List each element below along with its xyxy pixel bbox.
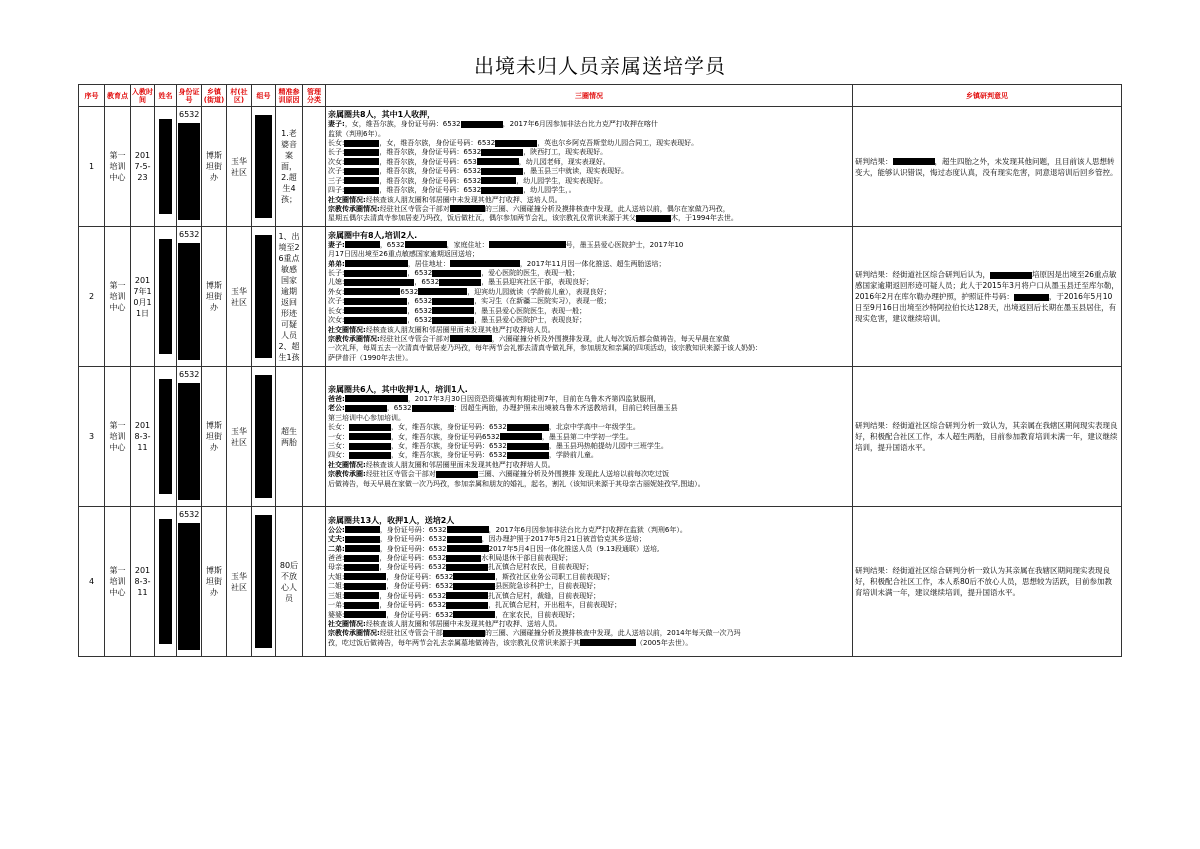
header-village: 村(社区) <box>227 85 252 107</box>
redaction-block <box>450 335 492 342</box>
header-opinion: 乡镇研判意见 <box>853 85 1122 107</box>
cell-township: 博斯坦街办 <box>202 107 227 227</box>
redaction-block <box>345 536 380 543</box>
redaction-block <box>446 564 488 571</box>
sanquan-line: 妻子:，女，维吾尔族，身份证号码：6532 ，2017年6月因参加非法台比力克严打收押在喀什 <box>328 120 658 129</box>
cell-id-no <box>177 507 202 657</box>
sanquan-line: 星期五偶尔去清真寺参加居麦乃玛孜，饭后做杜瓦，偶尔参加两节会礼，该宗教礼仪常识来源于其父 木，于1994年去世。 <box>328 214 738 223</box>
cell-group <box>252 367 276 507</box>
redacted-id <box>178 383 200 500</box>
cell-name <box>155 227 177 367</box>
cell-village: 玉华社区 <box>227 227 252 367</box>
cell-name <box>155 107 177 227</box>
id-prefix: 6532 <box>179 230 200 239</box>
line-label: 老公: <box>328 404 345 413</box>
line-label: 社交圈情况: <box>328 325 366 334</box>
redaction-block <box>344 298 407 305</box>
header-township: 乡镇(街道) <box>202 85 227 107</box>
redaction-block <box>443 630 485 637</box>
redaction-block <box>344 592 379 599</box>
cell-township: 博斯坦街办 <box>202 367 227 507</box>
cell-reason: 超生两胎 <box>276 367 303 507</box>
redacted-id <box>178 523 200 650</box>
header-row <box>79 85 1122 107</box>
cell-edu-point: 第一培训中心 <box>105 107 131 227</box>
redaction-block <box>432 270 481 277</box>
redaction-block <box>990 272 1032 279</box>
cell-enroll-time: 2018-3-11 <box>131 507 155 657</box>
redaction-block <box>450 260 520 267</box>
sanquan-line <box>328 230 850 241</box>
sanquan-line: 丈夫: ，身份证号码：6532 ，因办理护照于2017年5月21日被首恰克其乡送培； <box>328 535 646 544</box>
cell-sanquan <box>326 107 853 227</box>
line-label: 二弟: <box>328 544 345 553</box>
redaction-block <box>461 121 503 128</box>
sanquan-line: 一女： ，女，维吾尔族，身份证号码6532 ，墨玉县第二中学初一学生。 <box>328 432 633 441</box>
line-label: 妻子: <box>328 240 345 249</box>
redaction-block <box>507 424 549 431</box>
cell-edu-point: 第一培训中心 <box>105 227 131 367</box>
redaction-block <box>481 177 516 184</box>
cell-group <box>252 227 276 367</box>
header-enroll-time: 入教时间 <box>131 85 155 107</box>
cell-name <box>155 367 177 507</box>
line-label: 弟弟: <box>328 259 345 268</box>
sanquan-line: 妻子: ，6532 ，家庭住址： 号，墨玉县爱心医院护士，2017年10 <box>328 240 684 249</box>
sanquan-line: 长子: ，6532 ，爱心医院的医生，表现一般； <box>328 269 580 278</box>
sanquan-line: 孜，吃过饭后做祷告，每年两节会礼去亲属墓地做祷告，该宗教礼仪常识来源于其 （2005年去世）。 <box>328 638 693 647</box>
sanquan-line: 第三培训中心参加培训。 <box>328 413 405 422</box>
redaction-block <box>345 260 408 267</box>
redacted-group <box>255 235 272 358</box>
redacted-name <box>159 119 172 214</box>
redaction-block <box>344 187 379 194</box>
cell-enroll-time: 2017-5-23 <box>131 107 155 227</box>
cell-village: 玉华社区 <box>227 107 252 227</box>
page-title: 出境未归人员亲属送培学员 <box>474 54 726 78</box>
redaction-block <box>446 592 488 599</box>
redacted-group <box>255 515 272 648</box>
header-sanquan: 三圈情况 <box>326 85 853 107</box>
header-edu-point: 教育点 <box>105 85 131 107</box>
redaction-block <box>507 443 549 450</box>
line-label: 亲属圈共13人，收押1人，送培2人 <box>328 515 455 525</box>
redaction-block <box>481 168 523 175</box>
sanquan-line: 社交圈情况:经核查该人朋友圈和邻居圈中未发现其他严打收押、送培人员。 <box>328 619 562 628</box>
sanquan-line: 弟弟: ，居住地址： ，2017年11月因一体化推送、超生两胎送培； <box>328 259 666 268</box>
sanquan-line: 儿媳: ，6532 ，墨玉县迎宾社区干部，表现良好； <box>328 278 594 287</box>
line-label: 丈夫: <box>328 535 345 544</box>
line-label: 宗教传承圈情况: <box>328 629 380 638</box>
redaction-block <box>446 555 481 562</box>
cell-opinion: 研判结果： ，超生四胎之外，未发现其他问题，且目前该人思想转变大，能够认识错误，悔过态度认真，没有现实危害，同意退培训后回乡管控。 <box>853 107 1122 227</box>
redaction-block <box>349 424 391 431</box>
cell-reason: 80后不放心人员 <box>276 507 303 657</box>
cell-seq: 4 <box>79 507 105 657</box>
redaction-block <box>432 307 474 314</box>
redaction-block <box>344 149 379 156</box>
redaction-block <box>447 536 482 543</box>
sanquan-line: 长女: ，6532 ，墨玉县爱心医院医生，表现一般； <box>328 306 587 315</box>
redaction-block <box>344 168 379 175</box>
sanquan-line: 宗教传承圈:经驻社区寺管会干部对 三圈、六圈碰撞分析及外围摸排 发现此人送培以前每次吃过饭 <box>328 470 670 479</box>
redaction-block <box>453 611 495 618</box>
redaction-block <box>418 288 467 295</box>
redaction-block <box>344 288 400 295</box>
cell-category <box>303 507 326 657</box>
line-label: 宗教传承圈: <box>328 470 366 479</box>
line-label: 社交圈情况: <box>328 460 366 469</box>
cell-opinion: 研判结果：经街道社区综合研判分析一致认为，其亲属在我辖区期间现实表现良好，积极配合社区工作，本人超生两胎，目前参加教育培训未满一年，建议继续培训，提升国语水平。 <box>853 367 1122 507</box>
sanquan-line <box>328 109 850 120</box>
cell-edu-point: 第一培训中心 <box>105 367 131 507</box>
redaction-block <box>349 452 391 459</box>
sanquan-line: 一次礼拜，每周五去一次清真寺做居麦乃玛孜，每年两节会礼都去清真寺做礼拜，参加朋友和亲属的四项活动，该宗教知识来源于该人奶奶： <box>328 344 762 353</box>
cell-reason: 1、出境至26重点敏感国家逾期返回形迹可疑人员 2、超生1孩 <box>276 227 303 367</box>
redaction-block <box>344 317 407 324</box>
sanquan-line: 社交圈情况:经核查该人朋友圈和邻居圈中未发现其他严打收押、送培人员。 <box>328 195 562 204</box>
sanquan-line: 宗教传承圈情况:经驻社区寺管会干部对 ，六圈碰撞分析及外围摸排发现，此人每次饭后都会做祷告，每天早晨在家做 <box>328 334 730 343</box>
sanquan-line: 爸爸: ，2017年3月30日因资恐资爆被判有期徒刑7年，目前在乌鲁木齐第四监狱服刑， <box>328 394 661 403</box>
cell-township: 博斯坦街办 <box>202 507 227 657</box>
redacted-name <box>159 519 172 644</box>
redaction-block <box>344 573 386 580</box>
line-label: 公公: <box>328 525 345 534</box>
redaction-block <box>580 639 636 646</box>
redacted-group <box>255 375 272 498</box>
sanquan-line: 二弟: ，身份证号码：6532 2017年5月4日因一体化推送人员（9.13段通联）送培, <box>328 544 660 553</box>
redaction-block <box>344 177 379 184</box>
header-category: 管理分类 <box>303 85 326 107</box>
redaction-block <box>1014 294 1049 301</box>
redaction-block <box>344 564 379 571</box>
cell-enroll-time: 2017年10月11日 <box>131 227 155 367</box>
redaction-block <box>412 405 454 412</box>
sanquan-line: 后做祷告，每天早晨在家做一次乃玛孜，参加亲属和朋友的婚礼，起名，割礼（该知识来源于其母亲古丽妮娃孜罕,图迪）。 <box>328 479 705 488</box>
redaction-block <box>344 270 407 277</box>
redaction-block <box>344 583 386 590</box>
redaction-block <box>481 149 523 156</box>
redaction-block <box>453 583 495 590</box>
cell-reason: 1.老婆音案面，2.超生4孩； <box>276 107 303 227</box>
sanquan-line: 长女： ，女，维吾尔族，身份证号码：6532 ，北京中学高中一年级学生。 <box>328 423 640 432</box>
line-label: 妻子: <box>328 120 345 129</box>
cell-enroll-time: 2018-3-11 <box>131 367 155 507</box>
cell-edu-point: 第一培训中心 <box>105 507 131 657</box>
header-id-no: 身份证号 <box>177 85 202 107</box>
redaction-block <box>345 395 408 402</box>
sanquan-line: 监狱（判刑6年）。 <box>328 129 385 138</box>
sanquan-line: 四女： ，女，维吾尔族，身份证号码：6532 ，学龄前儿童。 <box>328 451 598 460</box>
redaction-block <box>453 573 495 580</box>
redaction-block <box>344 555 379 562</box>
sanquan-line: 次女: ，维吾尔族，身份证号码：653 ，幼儿园老师，现实表现好。 <box>328 157 610 166</box>
sanquan-line: 长女: ，女，维吾尔族，身份证号码：6532 ，英也尔乡阿克吾斯堂幼儿园合同工，现实表现好。 <box>328 139 699 148</box>
line-label: 宗教传承圈情况: <box>328 334 380 343</box>
redaction-block <box>349 433 391 440</box>
redaction-block <box>344 602 379 609</box>
redaction-block <box>893 158 935 165</box>
line-label: 宗教传承圈情况: <box>328 204 380 213</box>
trainee-table <box>78 84 1122 657</box>
id-prefix: 6532 <box>179 110 200 119</box>
sanquan-line: 三女： ，女，维吾尔族，身份证号码：6532 ，墨玉县玛热帕提幼儿园中三班学生。 <box>328 442 668 450</box>
sanquan-line: 三子: ，维吾尔族，身份证号码：6532 ，幼儿园学生，现实表现好。 <box>328 176 608 185</box>
cell-village: 玉华社区 <box>227 507 252 657</box>
redaction-block <box>344 307 407 314</box>
sanquan-line: 社交圈情况:经核查该人朋友圈和邻居圈里面未发现其他严打收押培人员。 <box>328 460 555 469</box>
line-label: 亲属圈共6人，其中收押1人，培训1人. <box>328 384 468 394</box>
line-label: 亲属圈共8人，其中1人收押， <box>328 110 436 120</box>
sanquan-line: 宗教传承圈情况:经驻社区寺管会干部对 的三圈、六圈碰撞分析及摸排核查中发现，此人送培以前，偶尔在家做乃玛孜， <box>328 204 730 213</box>
sanquan-line: 三姐: ，身份证号码：6532 扎瓦镇合尼村，裁缝，目前表现好； <box>328 591 601 600</box>
redaction-block <box>477 158 519 165</box>
sanquan-line: 长子: ，维吾尔族，身份证号码：6532 ，陕西打工，现实表现好。 <box>328 148 608 157</box>
cell-category <box>303 367 326 507</box>
cell-opinion: 研判结果：经街道社区综合研判后认为， 培原因是出境至26重点敏感国家逾期返回形迹可疑人员；此人于2015年3月将户口从墨玉县迁至库尔勒，2016年2月在库尔勒办理护照，护照证件号码： ，于2016年5月10日至9月16日出境至沙特阿拉伯长达128天，出境返回后长期在墨玉县居住，有现实危害，建议继续培训。 <box>853 227 1122 367</box>
cell-seq: 1 <box>79 107 105 227</box>
redacted-group <box>255 115 272 218</box>
redaction-block <box>446 602 488 609</box>
sanquan-line <box>328 384 850 395</box>
cell-id-no <box>177 107 202 227</box>
id-prefix: 6532 <box>179 510 200 519</box>
redaction-block <box>345 241 380 248</box>
redaction-block <box>500 433 542 440</box>
line-label: 亲属圈中有8人,培训2人. <box>328 230 418 240</box>
redaction-block <box>405 241 447 248</box>
redaction-block <box>344 140 379 147</box>
sanquan-line: 母亲: ，身份证号码：6532 扎瓦镇合尼村农民，目前表现好； <box>328 563 594 572</box>
header-seq: 序号 <box>79 85 105 107</box>
sanquan-line: 老公: ，6532 ：因超生两胎，办理护照未出境被乌鲁木齐送教培训，目前已转回墨玉县 <box>328 404 678 413</box>
line-label: 社交圈情况: <box>328 619 366 628</box>
redaction-block <box>439 279 481 286</box>
redaction-block <box>345 526 380 533</box>
sanquan-line: 爸爸: ，身份证号码：6532 水利局退休干部目前表现好； <box>328 554 573 563</box>
cell-id-no <box>177 367 202 507</box>
cell-sanquan <box>326 507 853 657</box>
sanquan-line: 大姐: ，身份证号码：6532 ，斯孜社区业务公司职工目前表现好； <box>328 572 615 581</box>
id-prefix: 6532 <box>179 370 200 379</box>
sanquan-line: 公公: ，身份证号码：6532 ，2017年6月因参加非法台比力克严打收押在监狱（判刑6年）。 <box>328 525 687 534</box>
table-row <box>79 367 1122 507</box>
redaction-block <box>481 187 523 194</box>
table-row <box>79 107 1122 227</box>
redaction-block <box>447 545 489 552</box>
redaction-block <box>345 405 387 412</box>
sanquan-line: 萨伊普汗（1990年去世）。 <box>328 353 413 362</box>
redaction-block <box>489 241 566 248</box>
redaction-block <box>432 298 474 305</box>
redacted-name <box>159 379 172 494</box>
cell-group <box>252 507 276 657</box>
table-row <box>79 227 1122 367</box>
sanquan-line: 宗教传承圈情况:经驻社区寺管会干部 的三圈、六圈碰撞分析及摸排核查中发现，此人送培以前，2014年每天做一次乃玛 <box>328 629 741 638</box>
table-row <box>79 507 1122 657</box>
cell-category <box>303 227 326 367</box>
cell-sanquan <box>326 367 853 507</box>
cell-category <box>303 107 326 227</box>
sanquan-line: 婆婆: ，身份证号码：6532 ，在家农民，目前表现好； <box>328 610 580 619</box>
sanquan-line: 外女: 6532 ，迎宾幼儿园就读（学龄前儿童），表现良好； <box>328 287 611 296</box>
redaction-block <box>344 611 386 618</box>
cell-opinion: 研判结果：经街道社区综合研判分析一致认为其亲属在我辖区期间现实表现良好，积极配合社区工作，本人系80后不放心人员，思想较为活跃，目前参加教育培训未满一年，建议继续培训，提升国语水平。 <box>853 507 1122 657</box>
redacted-id <box>178 123 200 220</box>
redaction-block <box>436 471 478 478</box>
header-reason: 精准参训原因 <box>276 85 303 107</box>
sanquan-line: 一弟: ，身份证号码：6532 ，扎瓦镇合尼村，开出租车，目前表现好； <box>328 601 622 610</box>
sanquan-line: 次子: ，6532 ，实习生（在新疆二医院实习），表现一般； <box>328 297 611 306</box>
redaction-block <box>349 443 391 450</box>
cell-id-no <box>177 227 202 367</box>
line-label: 社交圈情况: <box>328 195 366 204</box>
cell-seq: 3 <box>79 367 105 507</box>
cell-village: 玉华社区 <box>227 367 252 507</box>
sanquan-line: 社交圈情况:经核查该人朋友圈和邻居圈里面未发现其他严打收押培人员。 <box>328 325 555 334</box>
redaction-block <box>495 140 537 147</box>
cell-group <box>252 107 276 227</box>
sanquan-line: 次子: ，维吾尔族，身份证号码：6532 ，墨玉县三中就读，现实表现好。 <box>328 167 629 176</box>
cell-name <box>155 507 177 657</box>
redaction-block <box>344 158 379 165</box>
sanquan-line: 次女: ，6532 ，墨玉县爱心医院护士，表现良好； <box>328 316 587 325</box>
redaction-block <box>345 545 380 552</box>
cell-seq: 2 <box>79 227 105 367</box>
sanquan-line: 四子: ，维吾尔族，身份证号码：6532 ，幼儿园学生，。 <box>328 186 576 195</box>
redaction-block <box>447 526 489 533</box>
sanquan-line <box>328 515 850 526</box>
redaction-block <box>432 317 474 324</box>
redacted-name <box>159 239 172 354</box>
cell-township: 博斯坦街办 <box>202 227 227 367</box>
redaction-block <box>450 205 485 212</box>
sanquan-line: 二姐: ，身份证号码：6532 县医院急诊科护士，目前表现好； <box>328 582 601 591</box>
line-label: 爸爸: <box>328 394 345 403</box>
header-name: 姓名 <box>155 85 177 107</box>
redaction-block <box>636 215 671 222</box>
redaction-block <box>507 452 549 459</box>
cell-sanquan <box>326 227 853 367</box>
redacted-id <box>178 243 200 360</box>
sanquan-line: 月17日因出境至26重点敏感国家逾期返回送培； <box>328 250 479 259</box>
redaction-block <box>344 279 414 286</box>
header-group: 组号 <box>252 85 276 107</box>
